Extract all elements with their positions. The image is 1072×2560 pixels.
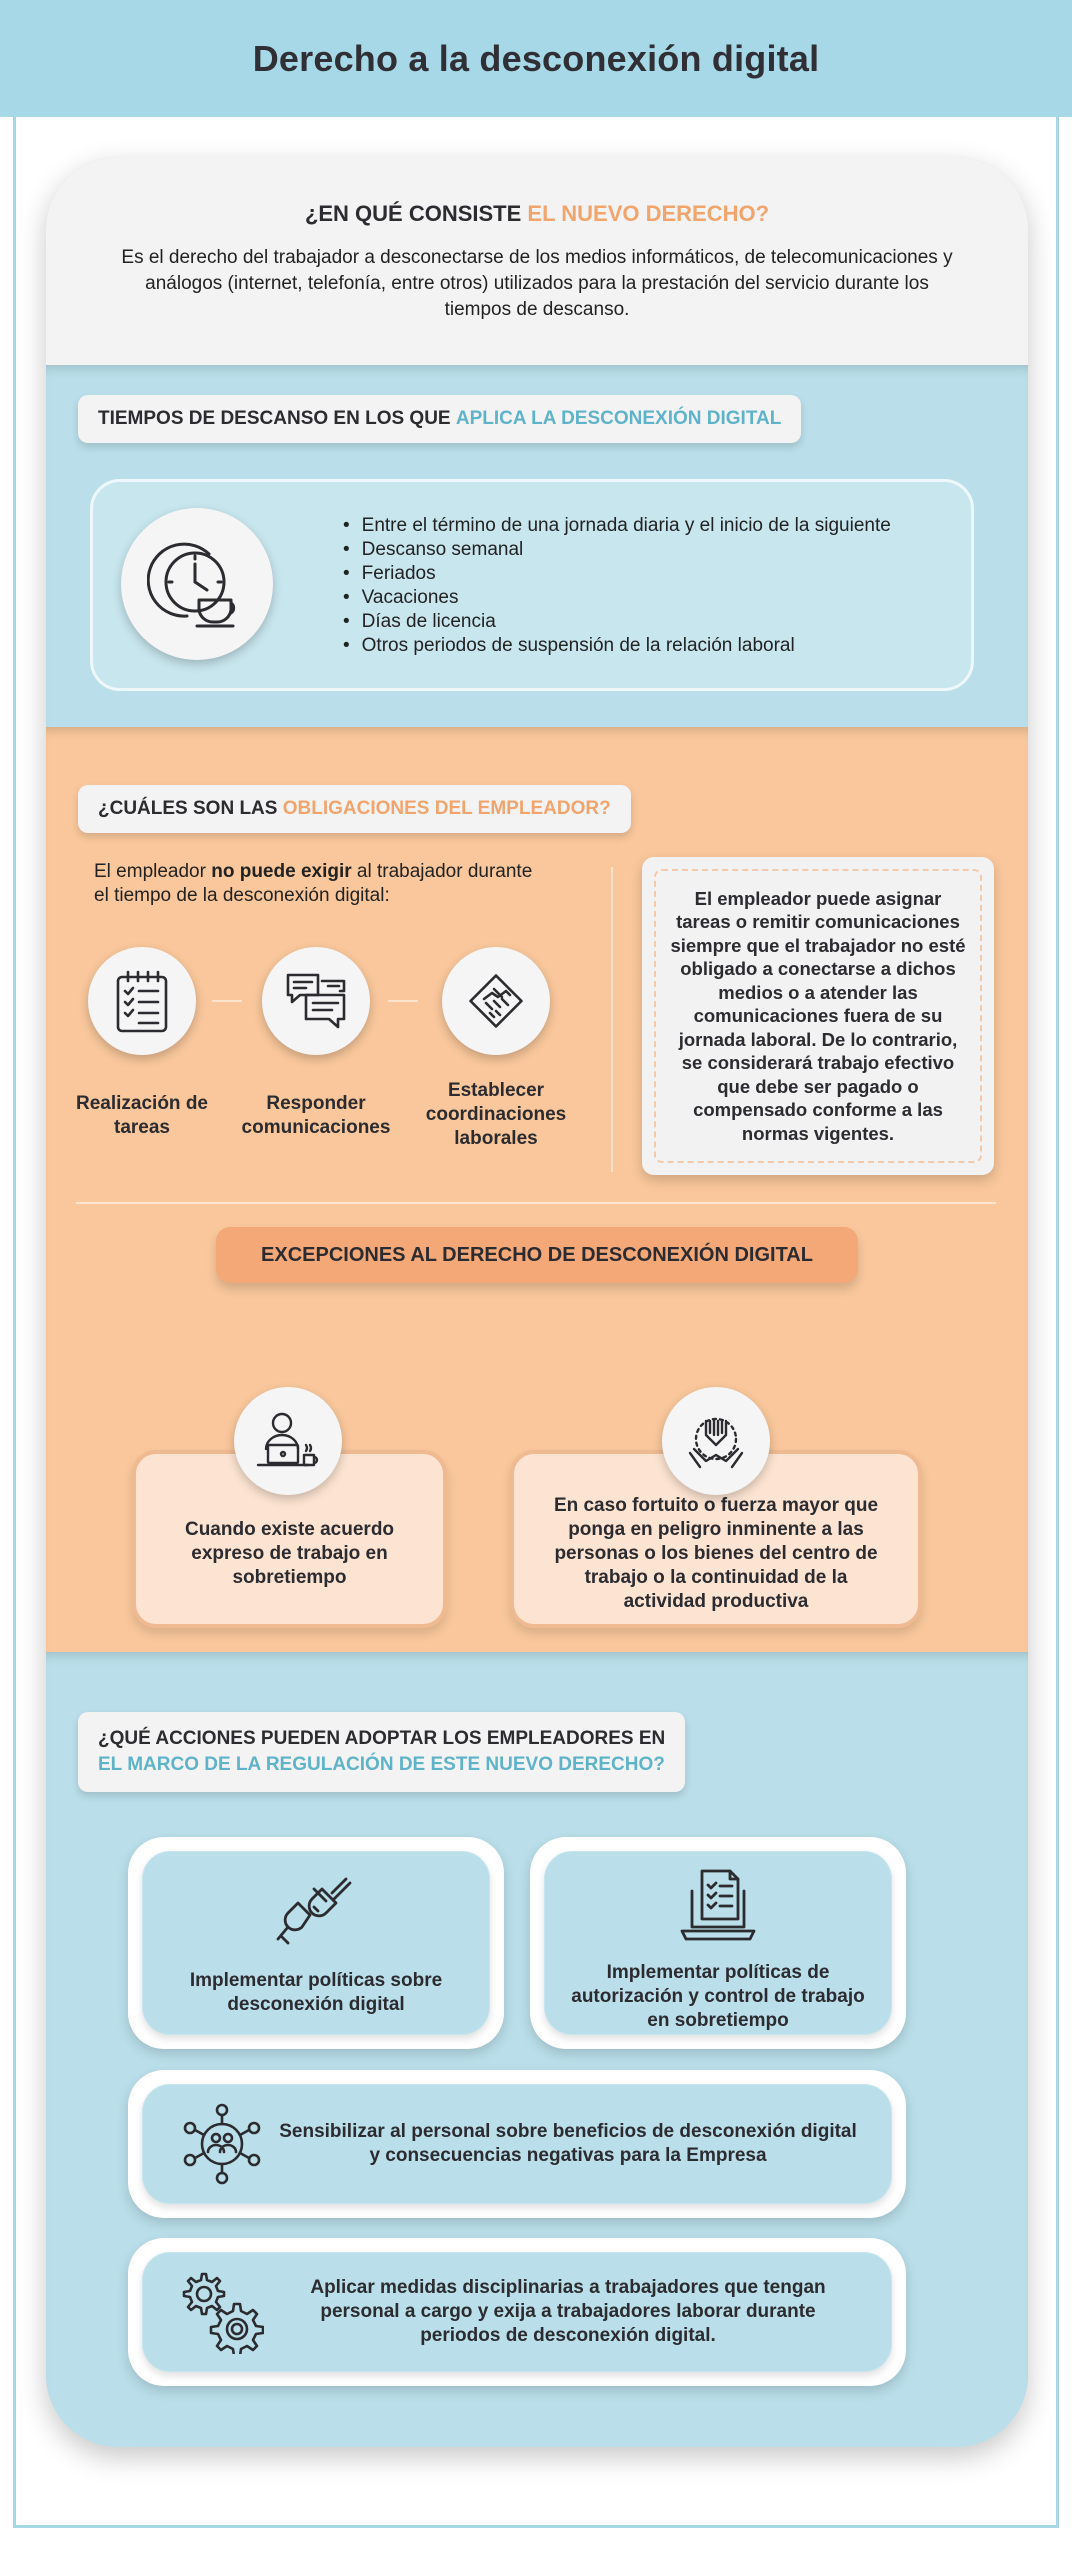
obligations-lead — [94, 860, 544, 908]
employer-note: El empleador puede asignar tareas o remitir comunicaciones siempre que el trabajador no esté obligado a conectarse a dichos medios o a atender las comunicaciones fuera de su jornada laboral. De lo contrario, se considerará trabajo efectivo que debe ser pagado o compensado conforme a las normas vigentes. — [654, 869, 982, 1163]
checklist-icon — [88, 947, 196, 1055]
intro-heading-dark: ¿EN QUÉ CONSISTE — [304, 201, 528, 226]
action-text: Implementar políticas sobre desconexión digital — [189, 1970, 443, 2015]
obligation-label: Responder comunicaciones — [241, 1093, 391, 1138]
action-text: Implementar políticas de autorización y control de trabajo en sobretiempo — [571, 1962, 865, 2031]
gears-icon — [180, 2270, 264, 2354]
obligations-heading-dark: ¿CUÁLES SON LAS — [98, 798, 278, 819]
rest-times-section — [46, 365, 1028, 727]
intro-heading — [46, 201, 1028, 227]
employer-note-box — [642, 857, 994, 1175]
intro-heading-accent: EL NUEVO DERECHO? — [527, 201, 770, 226]
list-item: • Otros periodos de suspensión de la relación laboral — [343, 634, 891, 658]
exception-text: Cuando existe acuerdo expreso de trabajo en sobretiempo — [184, 1519, 395, 1588]
actions-section — [46, 1652, 1028, 2447]
actions-heading — [78, 1712, 685, 1792]
list-item: • Feriados — [343, 562, 891, 586]
infographic-card — [46, 157, 1028, 2447]
laptop-document-icon — [678, 1867, 758, 1943]
connector-line — [212, 1000, 242, 1002]
action-card — [128, 2070, 906, 2218]
lead-bold: no puede exigir — [211, 861, 352, 882]
actions-heading-line1: ¿QUÉ ACCIONES PUEDEN ADOPTAR LOS EMPLEADORES EN — [98, 1728, 666, 1749]
rest-times-heading-dark: TIEMPOS DE DESCANSO EN LOS QUE — [98, 408, 451, 429]
horizontal-divider — [76, 1202, 996, 1204]
action-text: Sensibilizar al personal sobre beneficios de desconexión digital y consecuencias negativas para la Empresa — [279, 2121, 857, 2166]
unplug-icon — [274, 1867, 358, 1951]
rest-times-box — [90, 479, 974, 691]
lead-suffix: al trabajador durante el tiempo de la desconexión digital: — [94, 861, 533, 906]
intro-body: Es el derecho del trabajador a desconectarse de los medios informáticos, de telecomunicaciones y análogos (internet, telefonía, entre otros) utilizados para la prestación del servicio durante los tiempos de descanso. — [121, 247, 953, 320]
worker-laptop-icon — [234, 1387, 342, 1495]
list-item: • Descanso semanal — [343, 538, 891, 562]
intro-section — [46, 157, 1028, 365]
clock-coffee-icon — [121, 508, 273, 660]
connector-line — [388, 1000, 418, 1002]
obligation-label: Establecer coordinaciones laborales — [425, 1080, 567, 1149]
list-item: • Días de licencia — [343, 610, 891, 634]
handshake-icon — [442, 947, 550, 1055]
vertical-divider — [611, 867, 613, 1172]
page-header — [0, 0, 1072, 117]
lead-prefix: El empleador — [94, 861, 212, 882]
obligation-label: Realización de tareas — [76, 1093, 208, 1138]
chat-bubbles-icon — [262, 947, 370, 1055]
action-text: Aplicar medidas disciplinarias a trabajadores que tengan personal a cargo y exija a trabajadores laborar durante periodos de desconexión digital. — [310, 2277, 826, 2346]
exceptions-heading: EXCEPCIONES AL DERECHO DE DESCONEXIÓN DIGITAL — [216, 1227, 858, 1283]
obligations-section — [46, 727, 1028, 1652]
exception-text: En caso fortuito o fuerza mayor que ponga en peligro inminente a las personas o los bienes del centro de trabajo o la continuidad de la actividad productiva — [553, 1495, 879, 1612]
action-card — [128, 1837, 504, 2049]
rest-times-heading-accent: APLICA LA DESCONEXIÓN DIGITAL — [455, 408, 782, 429]
rest-times-heading — [78, 395, 801, 443]
page-title: Derecho a la desconexión digital — [252, 37, 820, 79]
hands-together-icon — [662, 1387, 770, 1495]
people-network-icon — [180, 2102, 264, 2186]
obligations-heading-accent: OBLIGACIONES DEL EMPLEADOR? — [282, 798, 611, 819]
list-item: • Vacaciones — [343, 586, 891, 610]
obligations-heading — [78, 785, 631, 833]
list-item: • Entre el término de una jornada diaria y el inicio de la siguiente — [343, 514, 891, 538]
action-card — [128, 2238, 906, 2386]
action-card — [530, 1837, 906, 2049]
rest-times-list — [343, 514, 891, 658]
actions-heading-line2: EL MARCO DE LA REGULACIÓN DE ESTE NUEVO DERECHO? — [98, 1754, 665, 1775]
